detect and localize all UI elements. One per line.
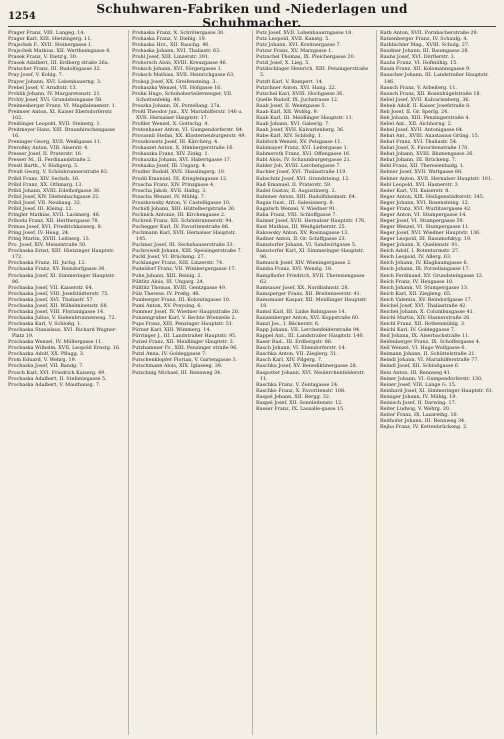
directory-entry: Radel Gustav, II. Augustinerg. 2. xyxy=(256,187,337,194)
directory-entry: Raschka Anton, VII. Zieglerg. 51. xyxy=(256,351,338,358)
directory-entry: Prebel Josef, V. Arndtstr. 13. xyxy=(8,84,78,91)
directory-entry: Prasek Franz, V. Dietz'g. 30. xyxy=(8,54,78,61)
directory-entry: Raspotter Johann, XVI. Neulerchenfelderstr. 11. xyxy=(256,369,365,382)
column-2 xyxy=(128,30,248,735)
directory-entry: Prochaska Franz, III. Juchg. 12. xyxy=(8,260,86,267)
directory-entry: Pschidl Johann, XIII. Hüttelbergstraße 26. xyxy=(132,205,236,212)
directory-entry: Rath Anton, XVII. Pornbacherstraße 29. xyxy=(380,30,479,36)
directory-entry: Rafeiner Anton, XIII. Rudolfsheimstr. 64. xyxy=(256,193,357,200)
directory-entry: Rebner Josef, XVII. Wattgasse 88. xyxy=(380,169,463,176)
directory-entry: Puchrowelt Johann, XIII. Speisingerstraße 7. xyxy=(132,248,243,255)
directory-entry: Prochaska Adalbert, II. Stefaniegasse 5. xyxy=(8,375,107,382)
directory-entry: Rabl Alois, IV. Schaumburgergasse 21. xyxy=(256,157,352,164)
directory-entry: Pürringer J., III. Landstraßer Hauptstr. 95. xyxy=(132,333,237,340)
directory-entry: Reiner Josef, VIII. Lange G. 15. xyxy=(380,381,457,388)
directory-entry: Prohaska Johann, XVI. Thaliastr. 63. xyxy=(132,48,221,55)
directory-entry: Proksch Johann, XVI. Sörgergasse 1. xyxy=(132,66,223,73)
directory-entry: Reichl Karl, IV. Goldeggasse 7. xyxy=(380,327,456,334)
directory-entry: Pruscha Jakob, XVII. Halbg. 3. xyxy=(132,187,207,194)
directory-entry: Raab Johann, XVI. Gaberlg. 7. xyxy=(256,120,330,127)
directory-entry: Priboda Franz, XII. Herthergasse 78. xyxy=(8,217,100,224)
directory-entry: Rabitsch Wenzel, XV. Pelzgasse 11. xyxy=(256,139,342,146)
directory-entry: Putz Johann, XVI. Kreitnergasse 7. xyxy=(256,42,342,49)
directory-entry: Rabschitz Josef, XVI. Grundsteing. 12. xyxy=(256,175,350,182)
directory-entry: Pültlitz Alois, III. Ungarg. 24. xyxy=(132,278,205,285)
directory-entry: Prosch Karl, XVI. Friedrich Kaiserg. 49. xyxy=(8,369,106,376)
directory-entry: Putzhammer Fr., XIII. Penzinger straße 96. xyxy=(132,345,238,352)
directory-entry: Reif Johann, IX. Alserbachstraße 11. xyxy=(380,333,470,340)
directory-entry: Raudner Johann, III. Baumgasse 28. xyxy=(380,48,469,55)
directory-entry: Prohazka Josef, III. Ungarg. 4. xyxy=(132,163,207,170)
directory-entry: Pruszkowsky Anton, V. Castelligasse 10. xyxy=(132,199,231,206)
directory-entry: Prayer Johann, XVI. Lobenbauerng. 3. xyxy=(8,78,102,85)
directory-entry: Prudil Emanuel, III. Kriegleingasse 12. xyxy=(132,175,228,182)
directory-entry: Rast Mathias, III. Weißgärberstr. 25. xyxy=(256,224,347,230)
directory-entry: Prochaska Josef, XVI. Thaliastr. 57. xyxy=(8,296,95,303)
directory-entry: Pudeldorf Franz, VII. Wimbergergasse 17. xyxy=(132,266,236,273)
directory-entry: Rebner Anton, XVII. Hernalser Hauptstr. 101. xyxy=(380,175,493,182)
directory-entry: Ramsl Karl, III. Linke Bahngasse 14. xyxy=(256,308,347,315)
directory-entry: Prochaska Josef, VII. Bandg. 7. xyxy=(8,363,84,370)
directory-entry: Prochaska Josef, VII. Kaiserstr. 64. xyxy=(8,284,94,291)
directory-entry: Raschka Josef, XV. Benediktinergasse 28. xyxy=(256,363,358,370)
directory-entry: Puchner Josef, III. Sechshauserstraße 33. xyxy=(132,242,235,249)
directory-entry: Reich Leopold, IV. Allerg. 63. xyxy=(380,254,452,261)
directory-entry: Proksch Mathias, XVII. Heinrichgasse 63. xyxy=(132,72,235,79)
directory-entry: Rabler Job, XVIII. Lerchengasse 7. xyxy=(256,163,342,170)
directory-entry: Rasch Johann, VI. Ebendorferstr. 14. xyxy=(256,345,347,352)
directory-entry: Reger Franz, XVI. Wurlitzergasse 42. xyxy=(380,205,472,212)
directory-entry: Reichel Johann, X. Columbusgasse 41. xyxy=(380,308,475,315)
directory-entry: Rathbichler Mag., XVIII. Schulg. 27. xyxy=(380,42,470,49)
directory-entry: Prokop Josef, XX. Greifensteing. 3. xyxy=(132,78,218,85)
directory-entry: Prajschek Mathias, XII. Wertheimgasse 4. xyxy=(8,48,111,55)
directory-entry: Pülz Therese, IV. Preßg. 40. xyxy=(132,290,201,297)
directory-entry: Rebl Leopold, XVI. Hasnerstr. 3. xyxy=(380,181,460,188)
directory-entry: Prom Eduard, V. Wehrg. 19. xyxy=(8,357,77,364)
directory-entry: Pschnick Antonie, III. Kirchengasse 2. xyxy=(132,211,226,218)
directory-entry: Rebel Josef, XVII. Antonigasse 64. xyxy=(380,127,464,133)
directory-entry: Proszkowetz Josef, III. Kärcherg. 4. xyxy=(132,139,219,146)
directory-entry: Ramplhofer Friedrich, XVII. Theresiengasse 62. xyxy=(256,272,365,285)
directory-entry: Prohaszka Franz, XIV. Zinkg. 1. xyxy=(132,151,210,158)
directory-entry: Reichel Josef, XVI. Thaliastraße 42. xyxy=(380,302,467,309)
directory-entry: Reb Josef, II. Gr. Sperlg. 24. xyxy=(380,108,449,115)
directory-entry: Pummer Josef, IV. Wiedner Hauptstraße 20. xyxy=(132,308,240,315)
directory-entry: Rasch Karl, XIV. Pilgerg. 7. xyxy=(256,357,323,364)
directory-entry: Pumberger Franz, III. Kolonitzgasse 10. xyxy=(132,296,231,303)
directory-entry: Rauhs Josef, XVI. Dörflerstr. 3. xyxy=(380,54,456,61)
directory-entry: Rein Anton, III. Rennweg 41. xyxy=(380,369,452,376)
directory-entry: Reger Wenzel, VI. Stumpergasse 11. xyxy=(380,224,470,230)
directory-entry: Preitmeyer Hans, XIII. Braunhirschengasse 16. xyxy=(8,127,116,140)
directory-entry: Reithofer Johann, III. Rennweg 34. xyxy=(380,418,466,424)
directory-entry: Putzschel Thomas, IX. Pleichergasse 20. xyxy=(256,54,356,61)
directory-entry: Prohaska Hrz., XII. Rauchg. 40. xyxy=(132,42,210,49)
directory-entry: Proßler Wenzel, X. Gottschg. 4. xyxy=(132,120,209,127)
directory-entry: Putzchel Karl, XVIII. Hochgasse 36. xyxy=(256,90,344,97)
directory-entry: Ranzl Jos., I. Bäckerstr. 6. xyxy=(256,321,320,327)
directory-entry: Rebel Josef, XVII. Kalvarienberg. 36. xyxy=(380,96,471,103)
directory-entry: Putzchnig Michael, III. Rennweg 34. xyxy=(132,369,222,376)
directory-entry: Reger Anton, XIX. Heiligenstädterstr. 145. xyxy=(380,193,485,200)
directory-entry: Ramba Franz, XVI. Wenzlg. 18. xyxy=(256,266,333,273)
directory-entry: Prchly Josef, XVI. Grundsteingasse 58. xyxy=(8,96,103,103)
directory-entry: Punzengruber Karl, V. Rechte Wienzeile 2. xyxy=(132,314,237,321)
directory-entry: Putzl Anna, IV. Goldeggasse 7. xyxy=(132,351,207,358)
directory-entry: Preimesberger Franz, VI. Magdalenenstr. 1. xyxy=(8,102,117,109)
directory-entry: Reger Leopold, III. Rasumofskyg. 19. xyxy=(380,236,472,243)
directory-entry: Rebat Josef, X. Favoritenstraße 170. xyxy=(380,145,469,152)
directory-entry: Puckl Josef, VI. Brückeng. 27. xyxy=(132,254,206,261)
directory-entry: Raab Josef, XVII. Kalvarienberg. 36. xyxy=(256,127,345,133)
directory-entry: Rebat Franz, XVI. Thaliastr. 54. xyxy=(380,139,458,146)
directory-entry: Preißinger Leopold, XVII. Steinerg. 1. xyxy=(8,120,102,127)
directory-entry: Putz Leopold, XVII. Kanstg. 5. xyxy=(256,36,330,43)
directory-entry: Prohaszet Anton, X. Himbergerstraße 16. xyxy=(132,145,235,152)
directory-entry: Reich Franz, IV. Heugasse 10. xyxy=(380,278,454,285)
directory-entry: Radner Anton, II. Gr. Schiffgasse 23. xyxy=(256,236,347,243)
directory-entry: Prochaska Wilhelm, XVII. Leopold Ernstg. 16. xyxy=(8,345,121,352)
directory-entry: Reinisch Josef, II. Darwing. 17. xyxy=(380,399,457,406)
directory-entry: Reich Valentin, XV. Reindorfgasse 17. xyxy=(380,296,473,303)
directory-entry: Raab Josef, II. Weintgasse 5. xyxy=(256,102,327,109)
directory-entry: Prager Franz, VIII. Langeg. 14. xyxy=(8,30,85,36)
directory-entry: Pribil Josef, XIV. Diefenbachgasse 22. xyxy=(8,193,100,200)
directory-entry: Quelle Rudolf, IX. Juchstrasse 12. xyxy=(256,96,339,103)
directory-entry: Prochaska Josef, VIII. Florianigasse 14. xyxy=(8,308,105,315)
directory-entry: Ranzenberger Anton, XVI. Koppstraße 60. xyxy=(256,314,360,321)
directory-entry: Ragatsch Wenzel, V. Wiedner 91. xyxy=(256,205,337,212)
directory-entry: Prochaska Karl, V. Schloßg. 1. xyxy=(8,321,82,327)
directory-entry: Putzel Franz, XII. Meidlinger Hauptstr. 3. xyxy=(132,339,235,346)
directory-entry: Pups Franz, XIII. Penzinger Hauptstr. 51. xyxy=(132,321,234,327)
directory-entry: Putzlschlager Heinrich, XIII. Penzingerstraße 5. xyxy=(256,66,369,79)
directory-entry: Raab Karl, XII. Wolfsg. 9. xyxy=(256,108,319,115)
directory-entry: Rabe Karl, XIV. Schloßg. 1. xyxy=(256,133,323,140)
directory-entry: Raschka Franz, V. Zentagasse 24. xyxy=(256,381,339,388)
directory-entry: Prochaska Julius, V. Siebenbrunnenweg. 72. xyxy=(8,314,117,321)
directory-entry: Reil Wenzel, VI. Hugo Wolfgasse 6. xyxy=(380,345,467,352)
directory-entry: Rausch Franz, V. Arbeiterg. 11. xyxy=(380,84,458,91)
directory-entry: Raspel Josef, XII. Sonnleitenstr. 12. xyxy=(256,399,343,406)
directory-entry: Rebat Johann, XVIII. Blumengasse 26. xyxy=(380,151,474,158)
directory-entry: Protonhauer Anton, VI. Gumpendorferstr. 84. xyxy=(132,127,244,133)
directory-entry: Prohaska Franz, V. Dieblg. 19. xyxy=(132,36,207,43)
column-4 xyxy=(376,30,496,735)
directory-entry: Prochaska Josef, VIII. Josefstädterstr. 75. xyxy=(8,290,109,297)
directory-entry: Presser M., II. Ferdinandstraße 2. xyxy=(8,157,92,164)
directory-entry: Pribil Josef, VII. Neubaug. 32. xyxy=(8,199,82,206)
directory-entry: Pribil Franz, XIV. Sechsh. 16. xyxy=(8,175,80,182)
directory-entry: Prochaska Stanislaus, XVI. Richard Wagner-Platz 19. xyxy=(8,327,117,340)
directory-entry: Rappel Ant., III. Landstraßer Hauptstr. 140. xyxy=(256,333,365,340)
directory-entry: Prohorsch Alois, XVIII. Kreuzgasse 46. xyxy=(132,60,228,67)
directory-entry: Reger Josef, VI. Stumpergasse 59. xyxy=(380,217,465,224)
directory-entry: Ramusch Josef, XIV. Wieningergasse 2. xyxy=(256,260,352,267)
directory-entry: Prager Karl, XIII. Hietzingerg. 11. xyxy=(8,36,92,43)
directory-entry: Rebel Ant., XII. Aichhorng. 2. xyxy=(380,120,453,127)
directory-entry: Prochaska Franz, XV. Reindorfgasse 30. xyxy=(8,266,106,273)
directory-entry: Raspel Johann, XII. Bergg. 32. xyxy=(256,393,331,400)
directory-entry: Reich Adolf, I. Rotenturmstr. 27. xyxy=(380,248,460,255)
directory-entry: Rachler Josef, XVI. Thaliastraße 119. xyxy=(256,169,347,176)
directory-entry: Prohl Josef, XIII. Linzerstr. 391. xyxy=(132,54,210,61)
directory-entry: Rabimayer Franz, XVI. Leitergasse 1. xyxy=(256,145,349,152)
directory-entry: Rebl Franz, XII. Theresienbadg. 1. xyxy=(380,163,465,170)
directory-entry: Ragas Gust., III. Salesianerg. 8. xyxy=(256,199,335,206)
directory-entry: Reifenberger Franz, IX. Schoffergasse 4. xyxy=(380,339,481,346)
directory-entry: Ramstorfer Johann, VI. Sandwirtgasse 5. xyxy=(256,242,357,249)
directory-entry: Reimann Johann, II. Schüttelstraße 21. xyxy=(380,351,476,358)
directory-entry: Puhn Johann, XIII. Reinlg. 2. xyxy=(132,272,203,279)
directory-entry: Pring Martin, XVIII. Leitnerg. 13. xyxy=(8,236,91,243)
directory-entry: Reiter Franz, IX. Lazarethg. 10. xyxy=(380,411,459,418)
directory-entry: Putschenklopfer Florian, V. Gartengasse 3. xyxy=(132,357,238,364)
directory-entry: Putzchner Anton, XVI. Hang. 22. xyxy=(256,84,337,91)
directory-entry: Prohaszka Wenzel, VII. Hofgasse 16. xyxy=(132,84,222,91)
directory-entry: Ramstorfer Karl, XI. Simmeringer Hauptstr. 96. xyxy=(256,248,365,261)
directory-entry: Prestl Barth., V. Rüdigerg. 5. xyxy=(8,163,79,170)
directory-entry: Prajschek F., XVII. Steinergasse 1. xyxy=(8,42,93,49)
directory-entry: Pray Josef, V. Kohlg. 7. xyxy=(8,72,64,79)
directory-entry: Putz Josef, XVII. Lobenbauerngasse 18. xyxy=(256,30,353,36)
columns-container xyxy=(8,30,496,735)
directory-entry: Pürner Karl, XIII. Wimmerg. 14. xyxy=(132,327,211,334)
directory-entry: Reichl Martin, XIV. Hasnerstraße 26. xyxy=(380,314,471,321)
directory-entry: Pültlitz Thomas, XVIII. Gentzgasse 49. xyxy=(132,284,227,291)
directory-entry: Rasser Franz, IX. Lassalle-gasse 15. xyxy=(256,405,345,412)
directory-entry: Prohaska Franz, X. Schrötergasse 30. xyxy=(132,30,225,36)
directory-entry: Reb Johann, XIII. Penzingerstraße 4. xyxy=(380,114,471,121)
directory-entry: Reich Johann, IV. Klagbaumgasse 6. xyxy=(380,260,469,267)
directory-entry: Rabmeroth Franz, XVI. Offengasse 16. xyxy=(256,151,351,158)
page-header xyxy=(8,2,496,30)
directory-entry: Preninger Georg, XVII. Weißgasse 11. xyxy=(8,139,102,146)
directory-entry: Preroßky Anton, VIII. Alserstr. 4. xyxy=(8,145,89,152)
directory-entry: Reindl Johann, VI. Mariahilferstraße 77. xyxy=(380,357,479,364)
directory-entry: Reder Karl, VII. Kaiserstr. 8. xyxy=(380,187,450,194)
directory-entry: Prasek Adalbert, III. Erdberg straße 26a. xyxy=(8,60,110,67)
directory-entry: Preuß Georg, V. Schönbrunnerstraße 83. xyxy=(8,169,109,176)
directory-entry: Pring Josef, IV. Heug. 24. xyxy=(8,230,70,237)
directory-entry: Rad Emanuel, II. Praterstr. 59. xyxy=(256,181,332,188)
directory-entry: Reiter Ludwig, V. Wehrg. 20. xyxy=(380,405,451,412)
directory-entry: Ramsperger Franz, XII. Breitenseerstr. 41. xyxy=(256,290,362,297)
page-title: Schuhwaren-Fabriken und -Niederlagen und Schuhmacher. xyxy=(96,2,408,30)
directory-entry: Reindl Josef, XII. Schloßgasse 6. xyxy=(380,363,460,370)
directory-entry: Prochazka Adolf, XX. Pflugg. 3. xyxy=(8,351,85,358)
directory-entry: Reiniger Johann, IV. Mühlg. 19. xyxy=(380,393,458,400)
directory-entry: Proßl Theodor jun., XV. Mariahilferstr. 146 u. XVII. Hernalser Hauptstr. 17. xyxy=(132,108,243,121)
directory-entry: Primas Josef, XVI. Friedrichkaiserg. 8. xyxy=(8,224,103,230)
directory-entry: Putzlt Karl, V. Rampert. 14. xyxy=(256,78,324,85)
directory-entry: Raser Rud., III. Erdbergstr. 86. xyxy=(256,339,333,346)
directory-entry: Pruscha Franz, XIV. Prinzgasse 4. xyxy=(132,181,215,188)
directory-entry: Raum Franz, XII. Kolomannsgasse 9. xyxy=(380,66,471,73)
directory-entry: Reger Josef, XVI. Wiedner Hauptstr. 136. xyxy=(380,230,481,237)
directory-entry: Prchlik Johann, IV. Margaretenstr. 21. xyxy=(8,90,102,97)
directory-entry: Prochaska Ernst, XIII. Hietzinger Hauptstr. 172. xyxy=(8,248,115,261)
directory-entry: Reger Johann, X. Quellenstr. 91. xyxy=(380,242,460,249)
directory-entry: Pruscha Wenzel, IV. Mühlg. 7. xyxy=(132,193,206,200)
directory-entry: Proszka Johann, IX. Porzellang. 27a. xyxy=(132,102,222,109)
directory-entry: Rausch Franz, XII. Rosenhügelstraße 18. xyxy=(380,90,482,97)
directory-entry: Presser Josef, II. Praterstr. 16. xyxy=(8,151,83,158)
directory-entry: Ramsauer Josef, XX. Nordbahnstr. 28. xyxy=(256,284,350,291)
directory-entry: Puchmann Karl, XVII. Hernalser Hauptstr. 145. xyxy=(132,230,236,243)
directory-entry: Raha Franz, VIII. Schloffgasse 7. xyxy=(256,211,337,218)
directory-entry: Putzar Franz, XV. Marzgasse 1. xyxy=(256,48,333,55)
column-1 xyxy=(8,30,124,735)
directory-entry: Provasnil Stefan, XX. Klosterneuburgerstr. 49. xyxy=(132,133,246,140)
directory-entry: Pribil Johann, XVIII. Edelhofgasse 36. xyxy=(8,187,101,194)
directory-entry: Prohn Hugo, Schuhoberteilerzeuger, VII. Schottenfeldg. 40. xyxy=(132,90,233,103)
directory-entry: Reinhard Josef, XI. Simmeringer Hauptstr. 61. xyxy=(380,387,494,394)
directory-entry: Reich Johann, IX. Porzellangasse 17. xyxy=(380,266,470,273)
directory-entry: Reich Ferdinand, XV. Grundsteingasse 12. xyxy=(380,272,484,279)
directory-entry: Pratscher Franz, III. Rudolfsgasse 32. xyxy=(8,66,102,73)
directory-entry: Prochaska Adalbert, V. Mauthausg. 7. xyxy=(8,381,101,388)
directory-entry: Rauscher Johann, III. Landstraßer Hauptstr. 146. xyxy=(380,72,489,85)
directory-entry: Prochaska Josef, XI. Simmeringer Hauptstr. 86. xyxy=(8,272,116,285)
directory-entry: Pringler Mathias, XVII. Lacknerg. 46. xyxy=(8,211,101,218)
directory-entry: Prochaska Josef, XII. Wilhelminenstr. 68. xyxy=(8,302,109,309)
directory-entry: Pribil Franz, XX. Othmarg. 13. xyxy=(8,181,83,188)
directory-entry: Reger Johann, XVI. Rosensteing. 12. xyxy=(380,199,470,206)
column-3 xyxy=(252,30,372,735)
directory-entry: Pribil Josef, III. Kleing. 12. xyxy=(8,205,74,212)
directory-entry: Putzl Josef, X. Lieg. 5. xyxy=(256,60,310,67)
directory-entry: Rauhs Franz, VI. Hofmühlg. 15. xyxy=(380,60,458,67)
directory-entry: Prudler Rudolf, XVII. Hasslingerg. 10. xyxy=(132,169,226,176)
directory-entry: Reger Anton, VI. Stumpergasse 14. xyxy=(380,211,467,218)
directory-entry: Pumi Anton, XV. Preysing. 6. xyxy=(132,302,203,309)
directory-entry: Puchegger Karl, IV. Favoritenstraße 86. xyxy=(132,224,230,230)
directory-entry: Reiner Johann, VI. Gumpendorferstr. 130. xyxy=(380,375,483,382)
directory-entry: Preimser Anton, XI. Kaiser Ebersdorferstr. 102. xyxy=(8,108,113,121)
directory-entry: Raab Karl, III. Meidlinger Hauptstr. 11. xyxy=(256,114,354,121)
directory-entry: Rebat Johann, III. Brückeng. 7. xyxy=(380,157,457,164)
directory-entry: Ratzenberger Franz, IV. Schaufg. 4. xyxy=(380,36,468,43)
directory-entry: Rejha Franz, IV. Kettenbrückeng. 2. xyxy=(380,424,468,431)
directory-entry: Rebat Ant., XVIII. Anastasius Grüng. 15. xyxy=(380,133,480,140)
directory-entry: Pucklanger Franz, XIII. Linzerstr. 74. xyxy=(132,260,224,267)
directory-entry: Prochaska Wenzel, IV. Müllergasse 11. xyxy=(8,339,103,346)
directory-entry: Reich Johann, VI. Stumpergasse 13. xyxy=(380,284,469,291)
directory-entry: Reichl Franz, XII. Rothenmühlg. 3. xyxy=(380,321,466,327)
directory-entry: Pro. Josef, XIV. Meiselstraße 50. xyxy=(8,242,87,249)
directory-entry: Raimer Josef, XVII. Hernalser Hauptstr. 176. xyxy=(256,217,366,224)
directory-entry: Rebek Adolf, II. Kaiser Josefstraße 8. xyxy=(380,102,471,109)
directory-entry: Rapp Johann, VII. Lerchenfelderstraße 94. xyxy=(256,327,361,334)
directory-entry: Prohaszka Johann, XVI. Habertgasse 17. xyxy=(132,157,232,164)
directory-entry: Ramsmaier Kaspar, XII. Meidlinger Hauptstr. 18. xyxy=(256,296,368,309)
directory-entry: Pschreil Franz, XII. Schönbrunnerstr. 94. xyxy=(132,217,234,224)
directory-entry: Raschke Franz, X. Favoritenstr. 108. xyxy=(256,387,346,394)
page-number: 1254 xyxy=(8,10,36,22)
directory-entry: Rakowsky Anton, XV. Rosinagasse 13. xyxy=(256,230,349,237)
directory-entry: Reich Karl, XII. Ziegleng. 65. xyxy=(380,290,452,297)
directory-entry: Putschmann Alois, XIX. Iglaseeg. 39. xyxy=(132,363,223,370)
